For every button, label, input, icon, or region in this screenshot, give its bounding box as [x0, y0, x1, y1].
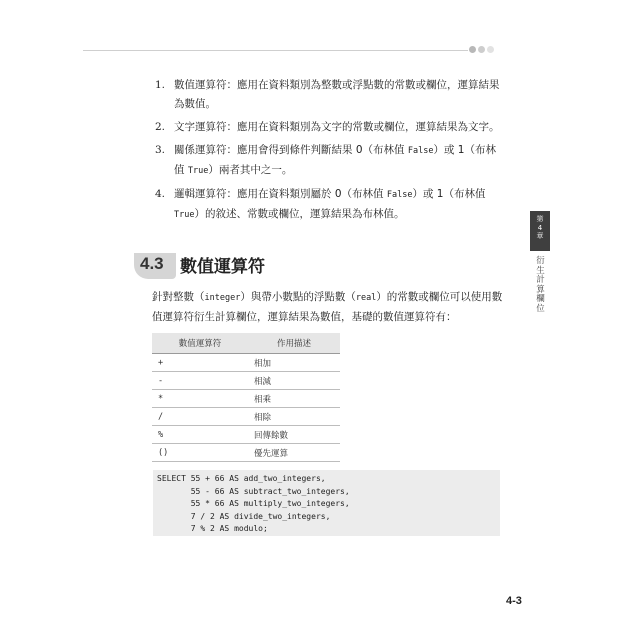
- inline-code: False: [407, 146, 434, 156]
- list-text: 數值運算符：應用在資料類別為整數或浮點數的常數或欄位，運算結果為數值。: [174, 79, 500, 110]
- inline-code: real: [355, 293, 377, 303]
- list-item: [155, 118, 505, 137]
- intro-paragraph: [152, 288, 507, 327]
- list-text: ）或 1（布林值: [174, 144, 496, 176]
- list-number: 3.: [155, 144, 166, 156]
- inline-code: False: [386, 190, 413, 200]
- sql-code-block: [153, 470, 500, 536]
- table-header: 數值運算符: [152, 333, 248, 354]
- list-number: 1.: [155, 79, 166, 91]
- table-row: [152, 444, 340, 462]
- list-text: 邏輯運算符：應用在資料類別屬於 0（布林值: [174, 188, 387, 200]
- sql-code: SELECT 55 + 66 AS add_two_integers, 55 - 66 AS subtract_two_integers, 55 * 66 AS multiply_two_integers, 7 / 2 AS divide_two_integers, 7 % 2 AS modulo;: [157, 474, 350, 534]
- list-item: [155, 141, 505, 181]
- table-cell-operator: -: [152, 372, 248, 390]
- table-header-row: [152, 333, 340, 354]
- list-text: ）的敘述、常數或欄位，運算結果為布林值。: [194, 208, 405, 220]
- section-number: 4.3: [140, 254, 164, 273]
- inline-code: True: [174, 210, 195, 220]
- table-cell-description: 相除: [248, 408, 340, 426]
- table-row: [152, 426, 340, 444]
- list-text: ）兩者其中之一。: [208, 164, 293, 176]
- paragraph-text: 針對整數（: [152, 291, 205, 303]
- table-cell-description: 相乘: [248, 390, 340, 408]
- chapter-tab: [530, 211, 550, 251]
- table-cell-operator: (): [152, 444, 248, 462]
- page-number: 4-3: [506, 595, 522, 607]
- paragraph-text: ）與帶小數點的浮點數（: [240, 291, 356, 303]
- list-item: [155, 185, 505, 225]
- table-cell-description: 相減: [248, 372, 340, 390]
- list-text: ）或 1（布林值: [412, 188, 486, 200]
- table-cell-operator: *: [152, 390, 248, 408]
- table-row: [152, 354, 340, 372]
- list-text: 關係運算符：應用會得到條件判斷結果 0（布林值: [174, 144, 408, 156]
- header-rule: [83, 50, 468, 51]
- table-header: 作用描述: [248, 333, 340, 354]
- header-dot: [469, 46, 476, 53]
- operator-type-list: [155, 76, 505, 229]
- table-row: [152, 408, 340, 426]
- table-cell-operator: /: [152, 408, 248, 426]
- table-cell-operator: %: [152, 426, 248, 444]
- list-text: 文字運算符：應用在資料類別為文字的常數或欄位，運算結果為文字。: [174, 121, 500, 133]
- section-title: 數值運算符: [180, 257, 265, 277]
- table-cell-description: 回傳餘數: [248, 426, 340, 444]
- header-dot: [478, 46, 485, 53]
- list-number: 2.: [155, 121, 166, 133]
- chapter-label: 第 4 章: [536, 215, 544, 240]
- list-item: [155, 76, 505, 114]
- paragraph-text: ）的常數或欄位可以使用數值運算符衍生計算欄位，運算結果為數值，基礎的數值運算符有：: [152, 291, 503, 323]
- list-number: 4.: [155, 188, 166, 200]
- table-cell-description: 優先運算: [248, 444, 340, 462]
- table-row: [152, 372, 340, 390]
- header-dot: [487, 46, 494, 53]
- table-cell-description: 相加: [248, 354, 340, 372]
- inline-code: integer: [204, 293, 241, 303]
- inline-code: True: [187, 166, 209, 176]
- chapter-title-vertical: 衍生計算欄位: [536, 256, 545, 314]
- table-cell-operator: +: [152, 354, 248, 372]
- table-row: [152, 390, 340, 408]
- operator-table: [152, 333, 340, 462]
